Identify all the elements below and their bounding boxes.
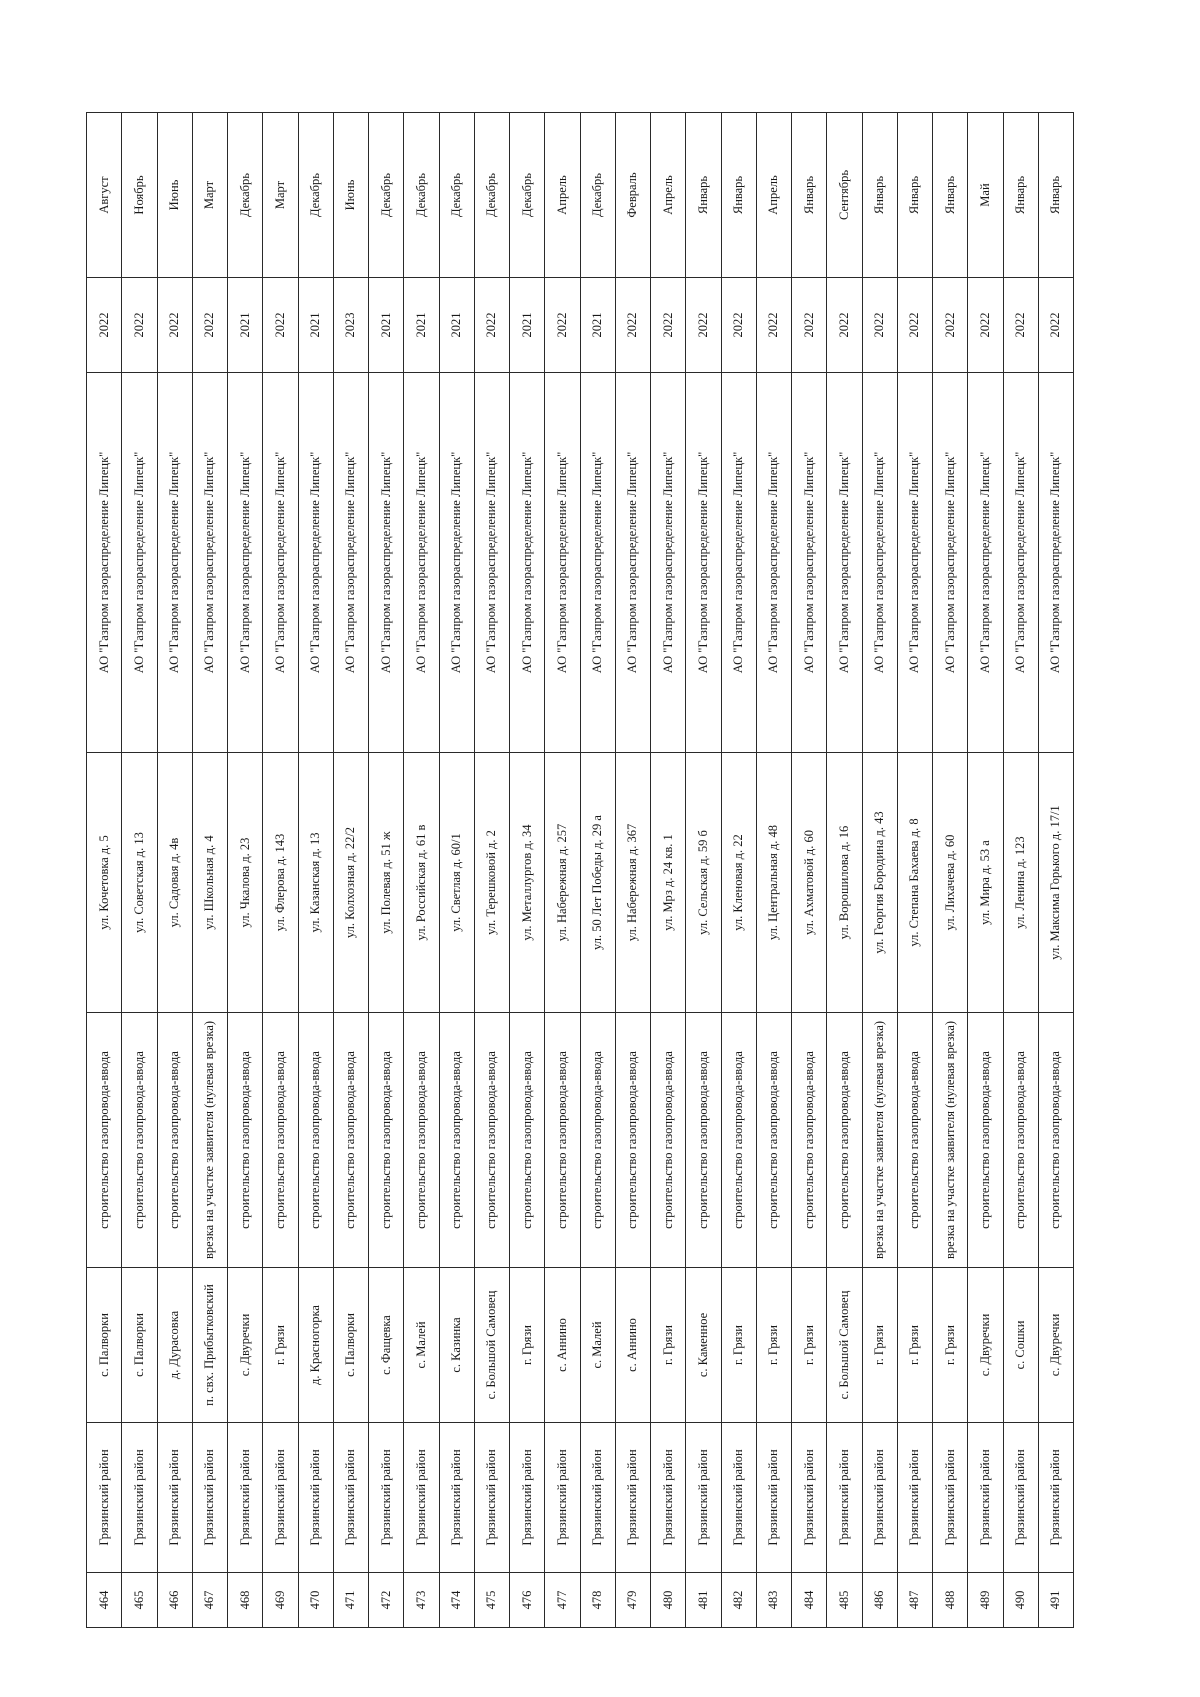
district-cell: Грязинский район <box>157 1423 192 1573</box>
locality-cell: д. Красногорка <box>298 1268 333 1423</box>
work-type-cell: строительство газопровода-ввода <box>897 1013 932 1268</box>
year-cell: 2022 <box>615 278 650 373</box>
month-cell: Март <box>192 113 227 278</box>
month-cell: Январь <box>1003 113 1038 278</box>
district-cell: Грязинский район <box>404 1423 439 1573</box>
work-type-cell: строительство газопровода-ввода <box>580 1013 615 1268</box>
district-cell: Грязинский район <box>1038 1423 1073 1573</box>
address-cell: ул. Мрз д. 24 кв. 1 <box>651 753 686 1013</box>
organization-cell: АО "Газпром газораспределение Липецк" <box>968 373 1003 753</box>
locality-cell: г. Грязи <box>897 1268 932 1423</box>
month-cell: Январь <box>933 113 968 278</box>
locality-cell: с. Казинка <box>439 1268 474 1423</box>
work-type-cell: строительство газопровода-ввода <box>1003 1013 1038 1268</box>
month-cell: Январь <box>897 113 932 278</box>
address-cell: ул. Российская д. 61 в <box>404 753 439 1013</box>
month-cell: Декабрь <box>298 113 333 278</box>
year-cell: 2022 <box>792 278 827 373</box>
organization-cell: АО "Газпром газораспределение Липецк" <box>545 373 580 753</box>
address-cell: ул. Кленовая д. 22 <box>721 753 756 1013</box>
year-cell: 2022 <box>192 278 227 373</box>
month-cell: Ноябрь <box>122 113 157 278</box>
month-cell: Апрель <box>545 113 580 278</box>
year-cell: 2022 <box>756 278 791 373</box>
organization-cell: АО "Газпром газораспределение Липецк" <box>721 373 756 753</box>
year-cell: 2021 <box>439 278 474 373</box>
table-row <box>897 113 932 1628</box>
table-row <box>263 113 298 1628</box>
locality-cell: с. Малей <box>404 1268 439 1423</box>
organization-cell: АО "Газпром газораспределение Липецк" <box>192 373 227 753</box>
locality-cell: с. Большой Самовец <box>474 1268 509 1423</box>
district-cell: Грязинский район <box>580 1423 615 1573</box>
organization-cell: АО "Газпром газораспределение Липецк" <box>474 373 509 753</box>
month-cell: Декабрь <box>404 113 439 278</box>
address-cell: ул. Терешковой д. 2 <box>474 753 509 1013</box>
year-cell: 2022 <box>474 278 509 373</box>
month-cell: Январь <box>1038 113 1073 278</box>
locality-cell: д. Дурасовка <box>157 1268 192 1423</box>
organization-cell: АО "Газпром газораспределение Липецк" <box>157 373 192 753</box>
address-cell: ул. 50 Лет Победы д. 29 а <box>580 753 615 1013</box>
year-cell: 2022 <box>933 278 968 373</box>
district-cell: Грязинский район <box>474 1423 509 1573</box>
year-cell: 2021 <box>369 278 404 373</box>
work-type-cell: строительство газопровода-ввода <box>228 1013 263 1268</box>
work-type-cell: врезка на участке заявителя (нулевая врезка) <box>933 1013 968 1268</box>
table-row <box>122 113 157 1628</box>
address-cell: ул. Центральная д. 48 <box>756 753 791 1013</box>
table-row <box>87 113 122 1628</box>
year-cell: 2022 <box>263 278 298 373</box>
locality-cell: с. Палворки <box>87 1268 122 1423</box>
locality-cell: г. Грязи <box>263 1268 298 1423</box>
row-number-cell: 478 <box>580 1573 615 1628</box>
year-cell: 2022 <box>157 278 192 373</box>
locality-cell: г. Грязи <box>510 1268 545 1423</box>
address-cell: ул. Максима Горького д. 17/1 <box>1038 753 1073 1013</box>
address-cell: ул. Светлая д. 60/1 <box>439 753 474 1013</box>
gas-connection-table <box>86 112 1074 1628</box>
locality-cell: с. Двуречки <box>228 1268 263 1423</box>
table-row <box>756 113 791 1628</box>
district-cell: Грязинский район <box>862 1423 897 1573</box>
organization-cell: АО "Газпром газораспределение Липецк" <box>122 373 157 753</box>
year-cell: 2021 <box>298 278 333 373</box>
month-cell: Март <box>263 113 298 278</box>
locality-cell: г. Грязи <box>756 1268 791 1423</box>
address-cell: ул. Лихачева д. 60 <box>933 753 968 1013</box>
table-row <box>510 113 545 1628</box>
work-type-cell: строительство газопровода-ввода <box>510 1013 545 1268</box>
table-row <box>968 113 1003 1628</box>
district-cell: Грязинский район <box>615 1423 650 1573</box>
table-row <box>545 113 580 1628</box>
organization-cell: АО "Газпром газораспределение Липецк" <box>792 373 827 753</box>
locality-cell: с. Сошки <box>1003 1268 1038 1423</box>
organization-cell: АО "Газпром газораспределение Липецк" <box>615 373 650 753</box>
work-type-cell: строительство газопровода-ввода <box>545 1013 580 1268</box>
row-number-cell: 491 <box>1038 1573 1073 1628</box>
month-cell: Апрель <box>651 113 686 278</box>
locality-cell: с. Большой Самовец <box>827 1268 862 1423</box>
row-number-cell: 472 <box>369 1573 404 1628</box>
work-type-cell: строительство газопровода-ввода <box>333 1013 368 1268</box>
table-row <box>404 113 439 1628</box>
organization-cell: АО "Газпром газораспределение Липецк" <box>87 373 122 753</box>
row-number-cell: 474 <box>439 1573 474 1628</box>
row-number-cell: 483 <box>756 1573 791 1628</box>
table-row <box>615 113 650 1628</box>
month-cell: Декабрь <box>228 113 263 278</box>
address-cell: ул. Сельская д. 59 б <box>686 753 721 1013</box>
organization-cell: АО "Газпром газораспределение Липецк" <box>298 373 333 753</box>
table-row <box>1038 113 1073 1628</box>
year-cell: 2022 <box>968 278 1003 373</box>
month-cell: Январь <box>792 113 827 278</box>
year-cell: 2021 <box>228 278 263 373</box>
organization-cell: АО "Газпром газораспределение Липецк" <box>933 373 968 753</box>
row-number-cell: 466 <box>157 1573 192 1628</box>
address-cell: ул. Ворошилова д. 16 <box>827 753 862 1013</box>
row-number-cell: 467 <box>192 1573 227 1628</box>
district-cell: Грязинский район <box>192 1423 227 1573</box>
district-cell: Грязинский район <box>298 1423 333 1573</box>
row-number-cell: 468 <box>228 1573 263 1628</box>
month-cell: Июнь <box>333 113 368 278</box>
locality-cell: г. Грязи <box>792 1268 827 1423</box>
month-cell: Декабрь <box>369 113 404 278</box>
year-cell: 2022 <box>651 278 686 373</box>
district-cell: Грязинский район <box>439 1423 474 1573</box>
organization-cell: АО "Газпром газораспределение Липецк" <box>404 373 439 753</box>
row-number-cell: 482 <box>721 1573 756 1628</box>
row-number-cell: 473 <box>404 1573 439 1628</box>
organization-cell: АО "Газпром газораспределение Липецк" <box>827 373 862 753</box>
work-type-cell: строительство газопровода-ввода <box>651 1013 686 1268</box>
year-cell: 2022 <box>1003 278 1038 373</box>
table-row <box>933 113 968 1628</box>
row-number-cell: 470 <box>298 1573 333 1628</box>
district-cell: Грязинский район <box>933 1423 968 1573</box>
locality-cell: с. Палворки <box>333 1268 368 1423</box>
work-type-cell: строительство газопровода-ввода <box>298 1013 333 1268</box>
table-row <box>333 113 368 1628</box>
table-row <box>228 113 263 1628</box>
month-cell: Июнь <box>157 113 192 278</box>
table-row <box>862 113 897 1628</box>
table-row <box>792 113 827 1628</box>
work-type-cell: строительство газопровода-ввода <box>968 1013 1003 1268</box>
work-type-cell: врезка на участке заявителя (нулевая врезка) <box>862 1013 897 1268</box>
district-cell: Грязинский район <box>510 1423 545 1573</box>
locality-cell: с. Палворки <box>122 1268 157 1423</box>
address-cell: ул. Чкалова д. 23 <box>228 753 263 1013</box>
address-cell: ул. Школьная д. 4 <box>192 753 227 1013</box>
table-row <box>686 113 721 1628</box>
locality-cell: г. Грязи <box>721 1268 756 1423</box>
address-cell: ул. Георгия Бородина д. 43 <box>862 753 897 1013</box>
row-number-cell: 480 <box>651 1573 686 1628</box>
month-cell: Декабрь <box>474 113 509 278</box>
rotated-table-container <box>86 113 1074 1628</box>
district-cell: Грязинский район <box>545 1423 580 1573</box>
locality-cell: с. Малей <box>580 1268 615 1423</box>
district-cell: Грязинский район <box>968 1423 1003 1573</box>
scanned-page <box>86 113 1074 1628</box>
district-cell: Грязинский район <box>228 1423 263 1573</box>
work-type-cell: строительство газопровода-ввода <box>827 1013 862 1268</box>
locality-cell: с. Двуречки <box>1038 1268 1073 1423</box>
work-type-cell: строительство газопровода-ввода <box>263 1013 298 1268</box>
address-cell: ул. Металлургов д. 34 <box>510 753 545 1013</box>
district-cell: Грязинский район <box>122 1423 157 1573</box>
row-number-cell: 484 <box>792 1573 827 1628</box>
year-cell: 2022 <box>87 278 122 373</box>
work-type-cell: строительство газопровода-ввода <box>615 1013 650 1268</box>
row-number-cell: 490 <box>1003 1573 1038 1628</box>
address-cell: ул. Казанская д. 13 <box>298 753 333 1013</box>
table-row <box>580 113 615 1628</box>
locality-cell: с. Аннино <box>545 1268 580 1423</box>
month-cell: Декабрь <box>439 113 474 278</box>
address-cell: ул. Советская д. 13 <box>122 753 157 1013</box>
table-row <box>369 113 404 1628</box>
organization-cell: АО "Газпром газораспределение Липецк" <box>1038 373 1073 753</box>
work-type-cell: строительство газопровода-ввода <box>686 1013 721 1268</box>
row-number-cell: 488 <box>933 1573 968 1628</box>
organization-cell: АО "Газпром газораспределение Липецк" <box>686 373 721 753</box>
table-row <box>474 113 509 1628</box>
row-number-cell: 481 <box>686 1573 721 1628</box>
address-cell: ул. Набережная д. 367 <box>615 753 650 1013</box>
row-number-cell: 475 <box>474 1573 509 1628</box>
locality-cell: г. Грязи <box>933 1268 968 1423</box>
work-type-cell: строительство газопровода-ввода <box>721 1013 756 1268</box>
row-number-cell: 464 <box>87 1573 122 1628</box>
work-type-cell: строительство газопровода-ввода <box>122 1013 157 1268</box>
table-row <box>827 113 862 1628</box>
year-cell: 2021 <box>580 278 615 373</box>
table-row <box>439 113 474 1628</box>
district-cell: Грязинский район <box>333 1423 368 1573</box>
address-cell: ул. Ленина д. 123 <box>1003 753 1038 1013</box>
row-number-cell: 477 <box>545 1573 580 1628</box>
organization-cell: АО "Газпром газораспределение Липецк" <box>897 373 932 753</box>
district-cell: Грязинский район <box>87 1423 122 1573</box>
year-cell: 2022 <box>686 278 721 373</box>
address-cell: ул. Набережная д. 257 <box>545 753 580 1013</box>
month-cell: Январь <box>862 113 897 278</box>
month-cell: Декабрь <box>510 113 545 278</box>
address-cell: ул. Степана Бахаева д. 8 <box>897 753 932 1013</box>
table-body <box>87 113 1074 1628</box>
year-cell: 2022 <box>827 278 862 373</box>
month-cell: Май <box>968 113 1003 278</box>
table-row <box>298 113 333 1628</box>
district-cell: Грязинский район <box>897 1423 932 1573</box>
row-number-cell: 471 <box>333 1573 368 1628</box>
locality-cell: с. Каменное <box>686 1268 721 1423</box>
year-cell: 2022 <box>862 278 897 373</box>
year-cell: 2021 <box>510 278 545 373</box>
organization-cell: АО "Газпром газораспределение Липецк" <box>651 373 686 753</box>
address-cell: ул. Мира д. 53 а <box>968 753 1003 1013</box>
table-row <box>721 113 756 1628</box>
organization-cell: АО "Газпром газораспределение Липецк" <box>1003 373 1038 753</box>
organization-cell: АО "Газпром газораспределение Липецк" <box>439 373 474 753</box>
locality-cell: с. Двуречки <box>968 1268 1003 1423</box>
district-cell: Грязинский район <box>827 1423 862 1573</box>
year-cell: 2022 <box>122 278 157 373</box>
address-cell: ул. Кочетовка д. 5 <box>87 753 122 1013</box>
work-type-cell: строительство газопровода-ввода <box>1038 1013 1073 1268</box>
district-cell: Грязинский район <box>1003 1423 1038 1573</box>
work-type-cell: строительство газопровода-ввода <box>404 1013 439 1268</box>
district-cell: Грязинский район <box>721 1423 756 1573</box>
row-number-cell: 486 <box>862 1573 897 1628</box>
work-type-cell: строительство газопровода-ввода <box>792 1013 827 1268</box>
organization-cell: АО "Газпром газораспределение Липецк" <box>510 373 545 753</box>
district-cell: Грязинский район <box>369 1423 404 1573</box>
locality-cell: г. Грязи <box>862 1268 897 1423</box>
work-type-cell: врезка на участке заявителя (нулевая врезка) <box>192 1013 227 1268</box>
locality-cell: с. Аннино <box>615 1268 650 1423</box>
year-cell: 2022 <box>545 278 580 373</box>
address-cell: ул. Флерова д. 143 <box>263 753 298 1013</box>
row-number-cell: 489 <box>968 1573 1003 1628</box>
organization-cell: АО "Газпром газораспределение Липецк" <box>369 373 404 753</box>
month-cell: Сентябрь <box>827 113 862 278</box>
organization-cell: АО "Газпром газораспределение Липецк" <box>580 373 615 753</box>
address-cell: ул. Полевая д. 51 ж <box>369 753 404 1013</box>
locality-cell: г. Грязи <box>651 1268 686 1423</box>
work-type-cell: строительство газопровода-ввода <box>157 1013 192 1268</box>
month-cell: Январь <box>686 113 721 278</box>
row-number-cell: 476 <box>510 1573 545 1628</box>
organization-cell: АО "Газпром газораспределение Липецк" <box>228 373 263 753</box>
month-cell: Декабрь <box>580 113 615 278</box>
district-cell: Грязинский район <box>263 1423 298 1573</box>
locality-cell: с. Фащевка <box>369 1268 404 1423</box>
work-type-cell: строительство газопровода-ввода <box>474 1013 509 1268</box>
table-row <box>192 113 227 1628</box>
address-cell: ул. Колхозная д. 22/2 <box>333 753 368 1013</box>
year-cell: 2022 <box>897 278 932 373</box>
table-row <box>651 113 686 1628</box>
year-cell: 2022 <box>721 278 756 373</box>
table-row <box>1003 113 1038 1628</box>
month-cell: Февраль <box>615 113 650 278</box>
work-type-cell: строительство газопровода-ввода <box>369 1013 404 1268</box>
row-number-cell: 487 <box>897 1573 932 1628</box>
row-number-cell: 465 <box>122 1573 157 1628</box>
month-cell: Апрель <box>756 113 791 278</box>
organization-cell: АО "Газпром газораспределение Липецк" <box>756 373 791 753</box>
district-cell: Грязинский район <box>756 1423 791 1573</box>
address-cell: ул. Садовая д. 4в <box>157 753 192 1013</box>
year-cell: 2021 <box>404 278 439 373</box>
month-cell: Январь <box>721 113 756 278</box>
row-number-cell: 469 <box>263 1573 298 1628</box>
month-cell: Август <box>87 113 122 278</box>
organization-cell: АО "Газпром газораспределение Липецк" <box>263 373 298 753</box>
work-type-cell: строительство газопровода-ввода <box>87 1013 122 1268</box>
address-cell: ул. Ахматовой д. 60 <box>792 753 827 1013</box>
work-type-cell: строительство газопровода-ввода <box>439 1013 474 1268</box>
district-cell: Грязинский район <box>686 1423 721 1573</box>
table-row <box>157 113 192 1628</box>
work-type-cell: строительство газопровода-ввода <box>756 1013 791 1268</box>
locality-cell: п. свх. Прибытковский <box>192 1268 227 1423</box>
district-cell: Грязинский район <box>651 1423 686 1573</box>
year-cell: 2023 <box>333 278 368 373</box>
organization-cell: АО "Газпром газораспределение Липецк" <box>333 373 368 753</box>
row-number-cell: 479 <box>615 1573 650 1628</box>
organization-cell: АО "Газпром газораспределение Липецк" <box>862 373 897 753</box>
district-cell: Грязинский район <box>792 1423 827 1573</box>
year-cell: 2022 <box>1038 278 1073 373</box>
row-number-cell: 485 <box>827 1573 862 1628</box>
